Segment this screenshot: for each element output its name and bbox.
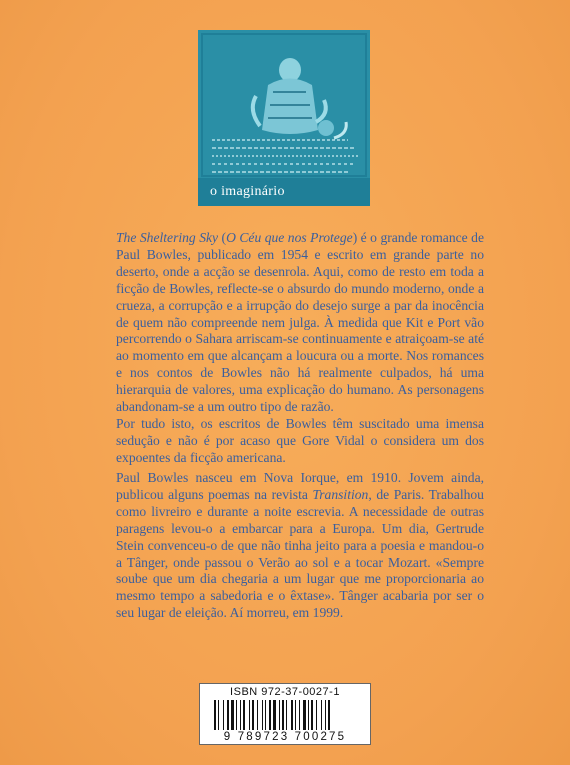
original-title: The Sheltering Sky bbox=[116, 230, 219, 245]
cover-illustration bbox=[198, 30, 370, 206]
synopsis-paragraph-2: Por tudo isto, os escritos de Bowles têm suscitado uma imensa sedução e não é por acaso que Gore Vidal o considera um dos expoentes da ficção americana. bbox=[116, 415, 484, 465]
blurb-synopsis bbox=[116, 230, 484, 467]
author-biography bbox=[116, 470, 484, 622]
isbn-number: ISBN 972-37-0027-1 bbox=[230, 686, 340, 698]
journal-title: Transition bbox=[312, 486, 369, 502]
barcode-icon bbox=[212, 700, 360, 732]
manuscript-figure-icon bbox=[198, 30, 370, 180]
translated-title: O Céu que nos Protege bbox=[226, 230, 353, 245]
imprint-label: o imaginário bbox=[198, 178, 370, 206]
biography-paragraph: Paul Bowles nasceu em Nova Iorque, em 1910. Jovem ainda, publicou alguns poemas na revista Transition, de Paris. Trabalhou como livreiro e durante a noite escrevia. A necessidade de outras paragens levou-o a embarcar para a Europa. Um dia, Gertrude Stein convenceu-o de que não tinha jeito para a poesia e mandou-o a Tânger, onde passou o Verão ao sol e a tocar Mozart. «Sempre soube que um dia chegaria a um lugar que me proporcionaria ao mesmo tempo a sabedoria e o êxtase». Tânger acabaria por ser o seu lugar de eleição. Aí morreu, em 1999. bbox=[116, 470, 484, 621]
ean-number: 9 789723 700275 bbox=[223, 731, 347, 743]
synopsis-paragraph: The Sheltering Sky (O Céu que nos Protege) é o grande romance de Paul Bowles, publicado em 1954 e escrito em grande parte no deserto, onde a acção se desenrola. Aqui, como de resto em toda a ficção de Bowles, reflecte-se o absurdo do mundo moderno, onde a crueza, a corrupção e a irrupção do desejo surge a par da inocência de quem não compreende nem julga. À medida que Kit e Port vão percorrendo o Sahara arriscam-se continuamente e atraiçoam-se até ao momento em que alcançam a loucura ou a morte. Nos romances e nos contos de Bowles não há realmente culpados, há uma hierarquia de valores, uma explicação do humano. As personagens abandonam-se a um outro tipo de razão. bbox=[116, 230, 484, 415]
barcode-sticker bbox=[199, 683, 371, 745]
